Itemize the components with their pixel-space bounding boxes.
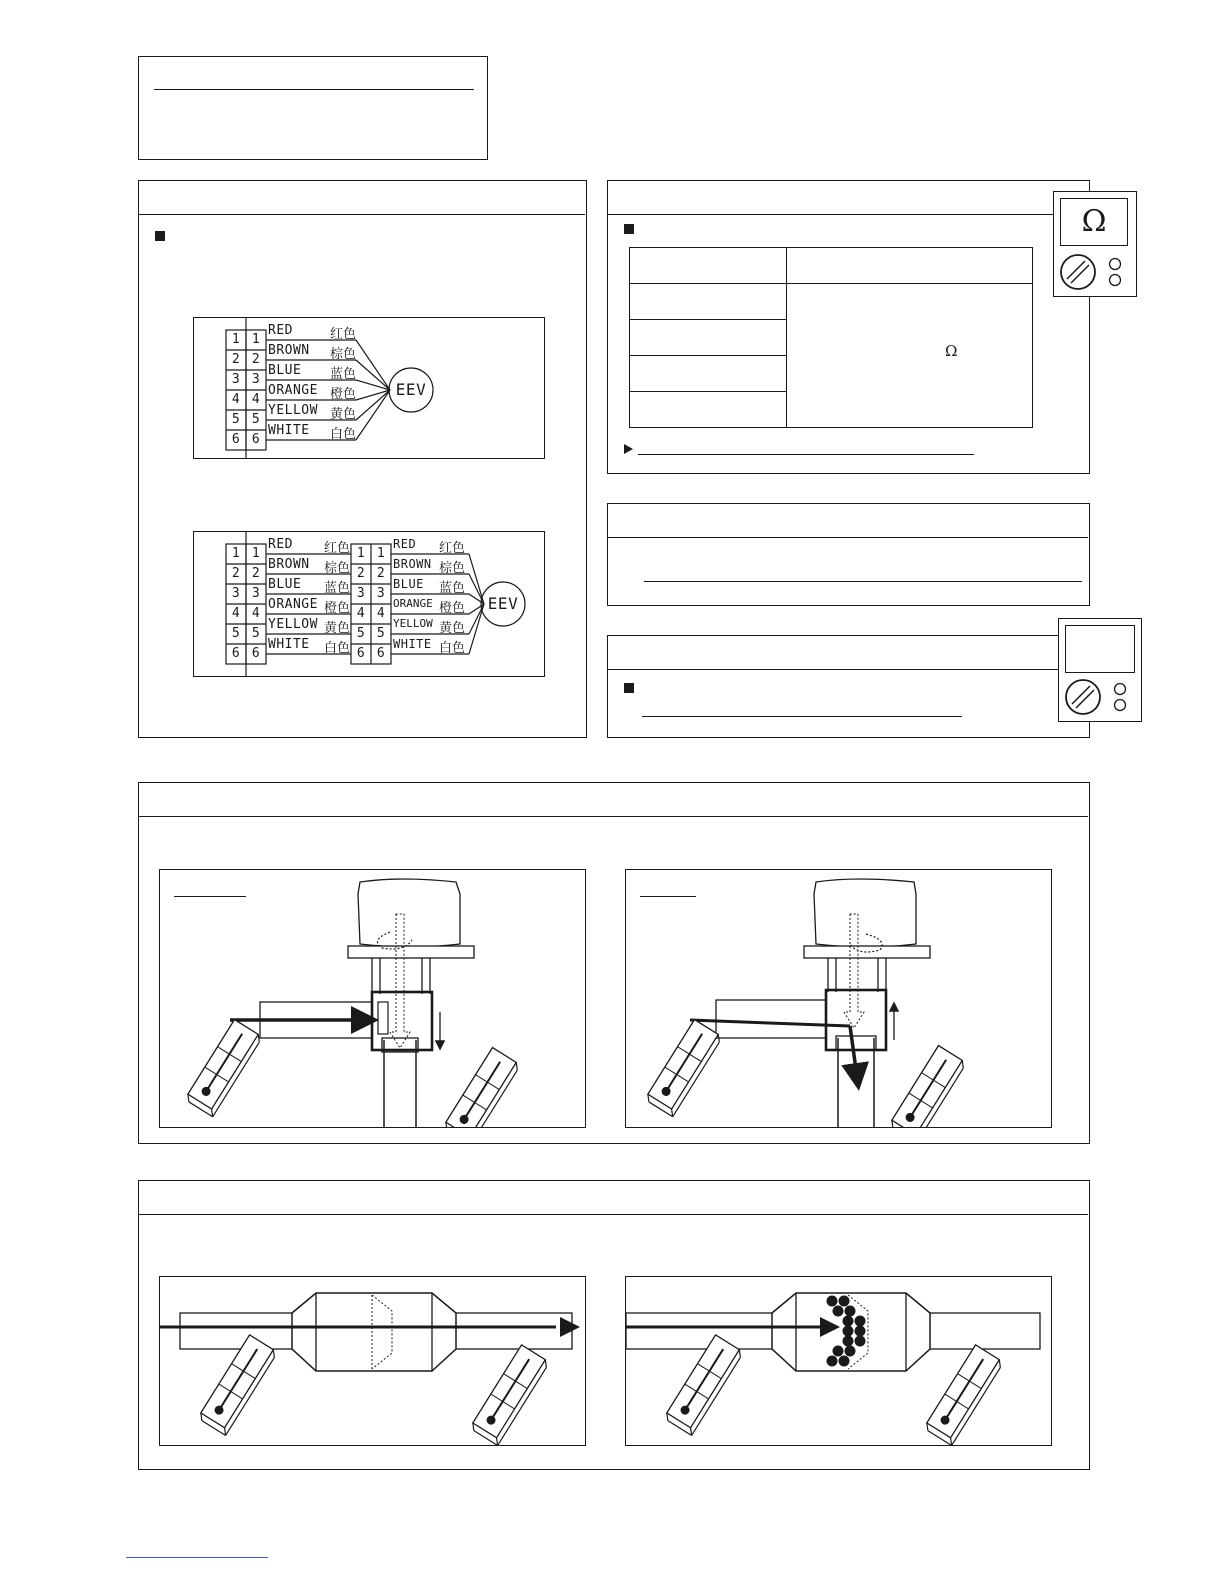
check-underline bbox=[644, 581, 1082, 582]
wire-row bbox=[393, 617, 469, 637]
wire-cn: 蓝色 bbox=[439, 581, 466, 596]
wiring-panel-header-rule bbox=[139, 214, 585, 215]
wire-name: WHITE bbox=[268, 637, 310, 652]
voltage-header-rule bbox=[608, 669, 1058, 670]
check-header-rule bbox=[608, 537, 1088, 538]
wire-cn: 红色 bbox=[439, 541, 466, 556]
wire-row bbox=[268, 637, 352, 657]
wire-cn: 蓝色 bbox=[330, 367, 357, 382]
wire-row bbox=[393, 577, 469, 597]
wire-cn: 橙色 bbox=[439, 601, 466, 616]
pin-number: 5 bbox=[251, 626, 261, 641]
wire-row bbox=[268, 537, 352, 557]
pin-column-b4 bbox=[371, 544, 391, 664]
wire-row bbox=[393, 597, 469, 617]
resistance-table bbox=[629, 247, 1033, 428]
wire-row bbox=[393, 637, 469, 657]
wire-name: WHITE bbox=[268, 423, 310, 438]
pin-number: 1 bbox=[231, 332, 241, 347]
strainer-diagram-clean bbox=[159, 1276, 586, 1446]
pin-number: 3 bbox=[356, 586, 366, 601]
bullet-square bbox=[155, 231, 165, 241]
wire-name: BROWN bbox=[268, 343, 310, 358]
pin-number: 6 bbox=[231, 646, 241, 661]
pin-number: 5 bbox=[251, 412, 261, 427]
table-cell bbox=[630, 356, 787, 392]
pin-number: 4 bbox=[231, 392, 241, 407]
valve-diagram-closed bbox=[159, 869, 586, 1128]
meter-dial-icon bbox=[1058, 252, 1134, 294]
pin-number: 1 bbox=[251, 332, 261, 347]
wire-cn: 棕色 bbox=[330, 347, 357, 362]
pin-number: 5 bbox=[376, 626, 386, 641]
wire-cn: 白色 bbox=[324, 641, 351, 656]
wire-cn: 黄色 bbox=[324, 621, 351, 636]
note-underline bbox=[638, 454, 974, 455]
pin-column-b3 bbox=[351, 544, 371, 664]
multimeter-icon bbox=[1058, 618, 1142, 722]
pin-number: 2 bbox=[251, 352, 261, 367]
title-box bbox=[138, 56, 488, 160]
pin-number: 3 bbox=[251, 586, 261, 601]
meter-display bbox=[1065, 625, 1135, 673]
strainer-clean-drawing bbox=[160, 1277, 585, 1445]
wire-name: BROWN bbox=[393, 557, 432, 571]
wire-cn: 白色 bbox=[439, 641, 466, 656]
wire-name: YELLOW bbox=[393, 617, 433, 630]
pin-column-right bbox=[246, 330, 266, 450]
valve-panel bbox=[138, 782, 1090, 1144]
wire-name: RED bbox=[268, 323, 293, 338]
wire-row bbox=[268, 363, 358, 383]
wire-name: YELLOW bbox=[268, 403, 318, 418]
resistance-header-rule bbox=[608, 214, 1056, 215]
eev-label: EEV bbox=[395, 380, 427, 399]
wire-row bbox=[268, 617, 352, 637]
table-cell bbox=[787, 248, 1033, 284]
wire-name: YELLOW bbox=[268, 617, 318, 632]
table-cell bbox=[630, 248, 787, 284]
wire-name: RED bbox=[268, 537, 293, 552]
pin-number: 2 bbox=[231, 352, 241, 367]
wire-name: WHITE bbox=[393, 637, 432, 651]
multimeter-icon bbox=[1053, 191, 1137, 297]
pin-number: 5 bbox=[356, 626, 366, 641]
wire-cn: 红色 bbox=[324, 541, 351, 556]
pin-number: 4 bbox=[231, 606, 241, 621]
resistance-value-cell bbox=[787, 284, 1033, 428]
valve-header-rule bbox=[139, 816, 1088, 817]
wire-cn: 白色 bbox=[330, 427, 357, 442]
pin-number: 3 bbox=[231, 372, 241, 387]
meter-symbol: Ω bbox=[1081, 204, 1107, 239]
eev-label: EEV bbox=[487, 594, 519, 613]
connector-diagram-a bbox=[193, 317, 545, 459]
wire-cn: 橙色 bbox=[324, 601, 351, 616]
wire-name: ORANGE bbox=[393, 597, 433, 610]
table-cell bbox=[630, 320, 787, 356]
pin-column-b1 bbox=[226, 544, 246, 664]
ohm-unit: Ω bbox=[945, 342, 958, 360]
wiring-panel bbox=[138, 180, 587, 738]
strainer-header-rule bbox=[139, 1214, 1088, 1215]
pin-number: 1 bbox=[376, 546, 386, 561]
strainer-diagram-clogged bbox=[625, 1276, 1052, 1446]
wire-name: BROWN bbox=[268, 557, 310, 572]
pin-number: 1 bbox=[231, 546, 241, 561]
pin-number: 3 bbox=[231, 586, 241, 601]
pin-number: 6 bbox=[376, 646, 386, 661]
footer-rule bbox=[126, 1557, 268, 1558]
pin-number: 2 bbox=[231, 566, 241, 581]
voltage-underline bbox=[642, 716, 962, 717]
pin-number: 6 bbox=[356, 646, 366, 661]
wire-row bbox=[393, 557, 469, 577]
pin-number: 6 bbox=[251, 432, 261, 447]
pin-number: 4 bbox=[251, 392, 261, 407]
connector-diagram-b bbox=[193, 531, 545, 677]
voltage-panel bbox=[607, 635, 1090, 738]
pin-column-b2 bbox=[246, 544, 266, 664]
wire-name: BLUE bbox=[393, 577, 424, 591]
wire-row bbox=[268, 423, 358, 443]
wire-cn: 橙色 bbox=[330, 387, 357, 402]
wire-name: ORANGE bbox=[268, 597, 318, 612]
resistance-panel bbox=[607, 180, 1090, 474]
wire-labels-b-left bbox=[268, 537, 352, 657]
bullet-square bbox=[624, 683, 634, 693]
pin-number: 5 bbox=[231, 412, 241, 427]
check-panel bbox=[607, 503, 1090, 606]
pin-number: 1 bbox=[251, 546, 261, 561]
meter-display bbox=[1060, 198, 1128, 246]
pin-number: 6 bbox=[231, 432, 241, 447]
wire-name: BLUE bbox=[268, 363, 302, 378]
pin-number: 2 bbox=[376, 566, 386, 581]
valve-open-drawing bbox=[626, 870, 1051, 1127]
pointer-triangle-icon bbox=[622, 443, 634, 455]
wire-labels-a bbox=[268, 323, 358, 443]
pin-number: 4 bbox=[356, 606, 366, 621]
bullet-square bbox=[624, 224, 634, 234]
strainer-clogged-drawing bbox=[626, 1277, 1051, 1445]
wire-cn: 棕色 bbox=[324, 561, 351, 576]
pin-number: 3 bbox=[251, 372, 261, 387]
wire-row bbox=[268, 383, 358, 403]
wire-row bbox=[268, 557, 352, 577]
wire-row bbox=[268, 577, 352, 597]
pin-column-left bbox=[226, 330, 246, 450]
wire-labels-b-right bbox=[393, 537, 469, 657]
wire-row bbox=[268, 403, 358, 423]
wire-cn: 蓝色 bbox=[324, 581, 351, 596]
title-underline bbox=[154, 89, 474, 90]
wire-row bbox=[268, 323, 358, 343]
pin-number: 4 bbox=[251, 606, 261, 621]
meter-dial-icon bbox=[1063, 677, 1139, 719]
wire-cn: 黄色 bbox=[439, 621, 466, 636]
pin-number: 1 bbox=[356, 546, 366, 561]
table-cell bbox=[630, 284, 787, 320]
pin-number: 4 bbox=[376, 606, 386, 621]
wire-cn: 棕色 bbox=[439, 561, 466, 576]
wire-name: RED bbox=[393, 537, 417, 551]
wire-cn: 红色 bbox=[330, 327, 357, 342]
wire-name: BLUE bbox=[268, 577, 302, 592]
valve-closed-drawing bbox=[160, 870, 585, 1127]
wire-name: ORANGE bbox=[268, 383, 318, 398]
wire-row bbox=[268, 343, 358, 363]
pin-number: 2 bbox=[356, 566, 366, 581]
table-cell bbox=[630, 392, 787, 428]
pin-number: 5 bbox=[231, 626, 241, 641]
strainer-panel bbox=[138, 1180, 1090, 1470]
pin-number: 6 bbox=[251, 646, 261, 661]
wire-row bbox=[393, 537, 469, 557]
valve-diagram-open bbox=[625, 869, 1052, 1128]
pin-number: 3 bbox=[376, 586, 386, 601]
pin-number: 2 bbox=[251, 566, 261, 581]
wire-row bbox=[268, 597, 352, 617]
wire-cn: 黄色 bbox=[330, 407, 357, 422]
